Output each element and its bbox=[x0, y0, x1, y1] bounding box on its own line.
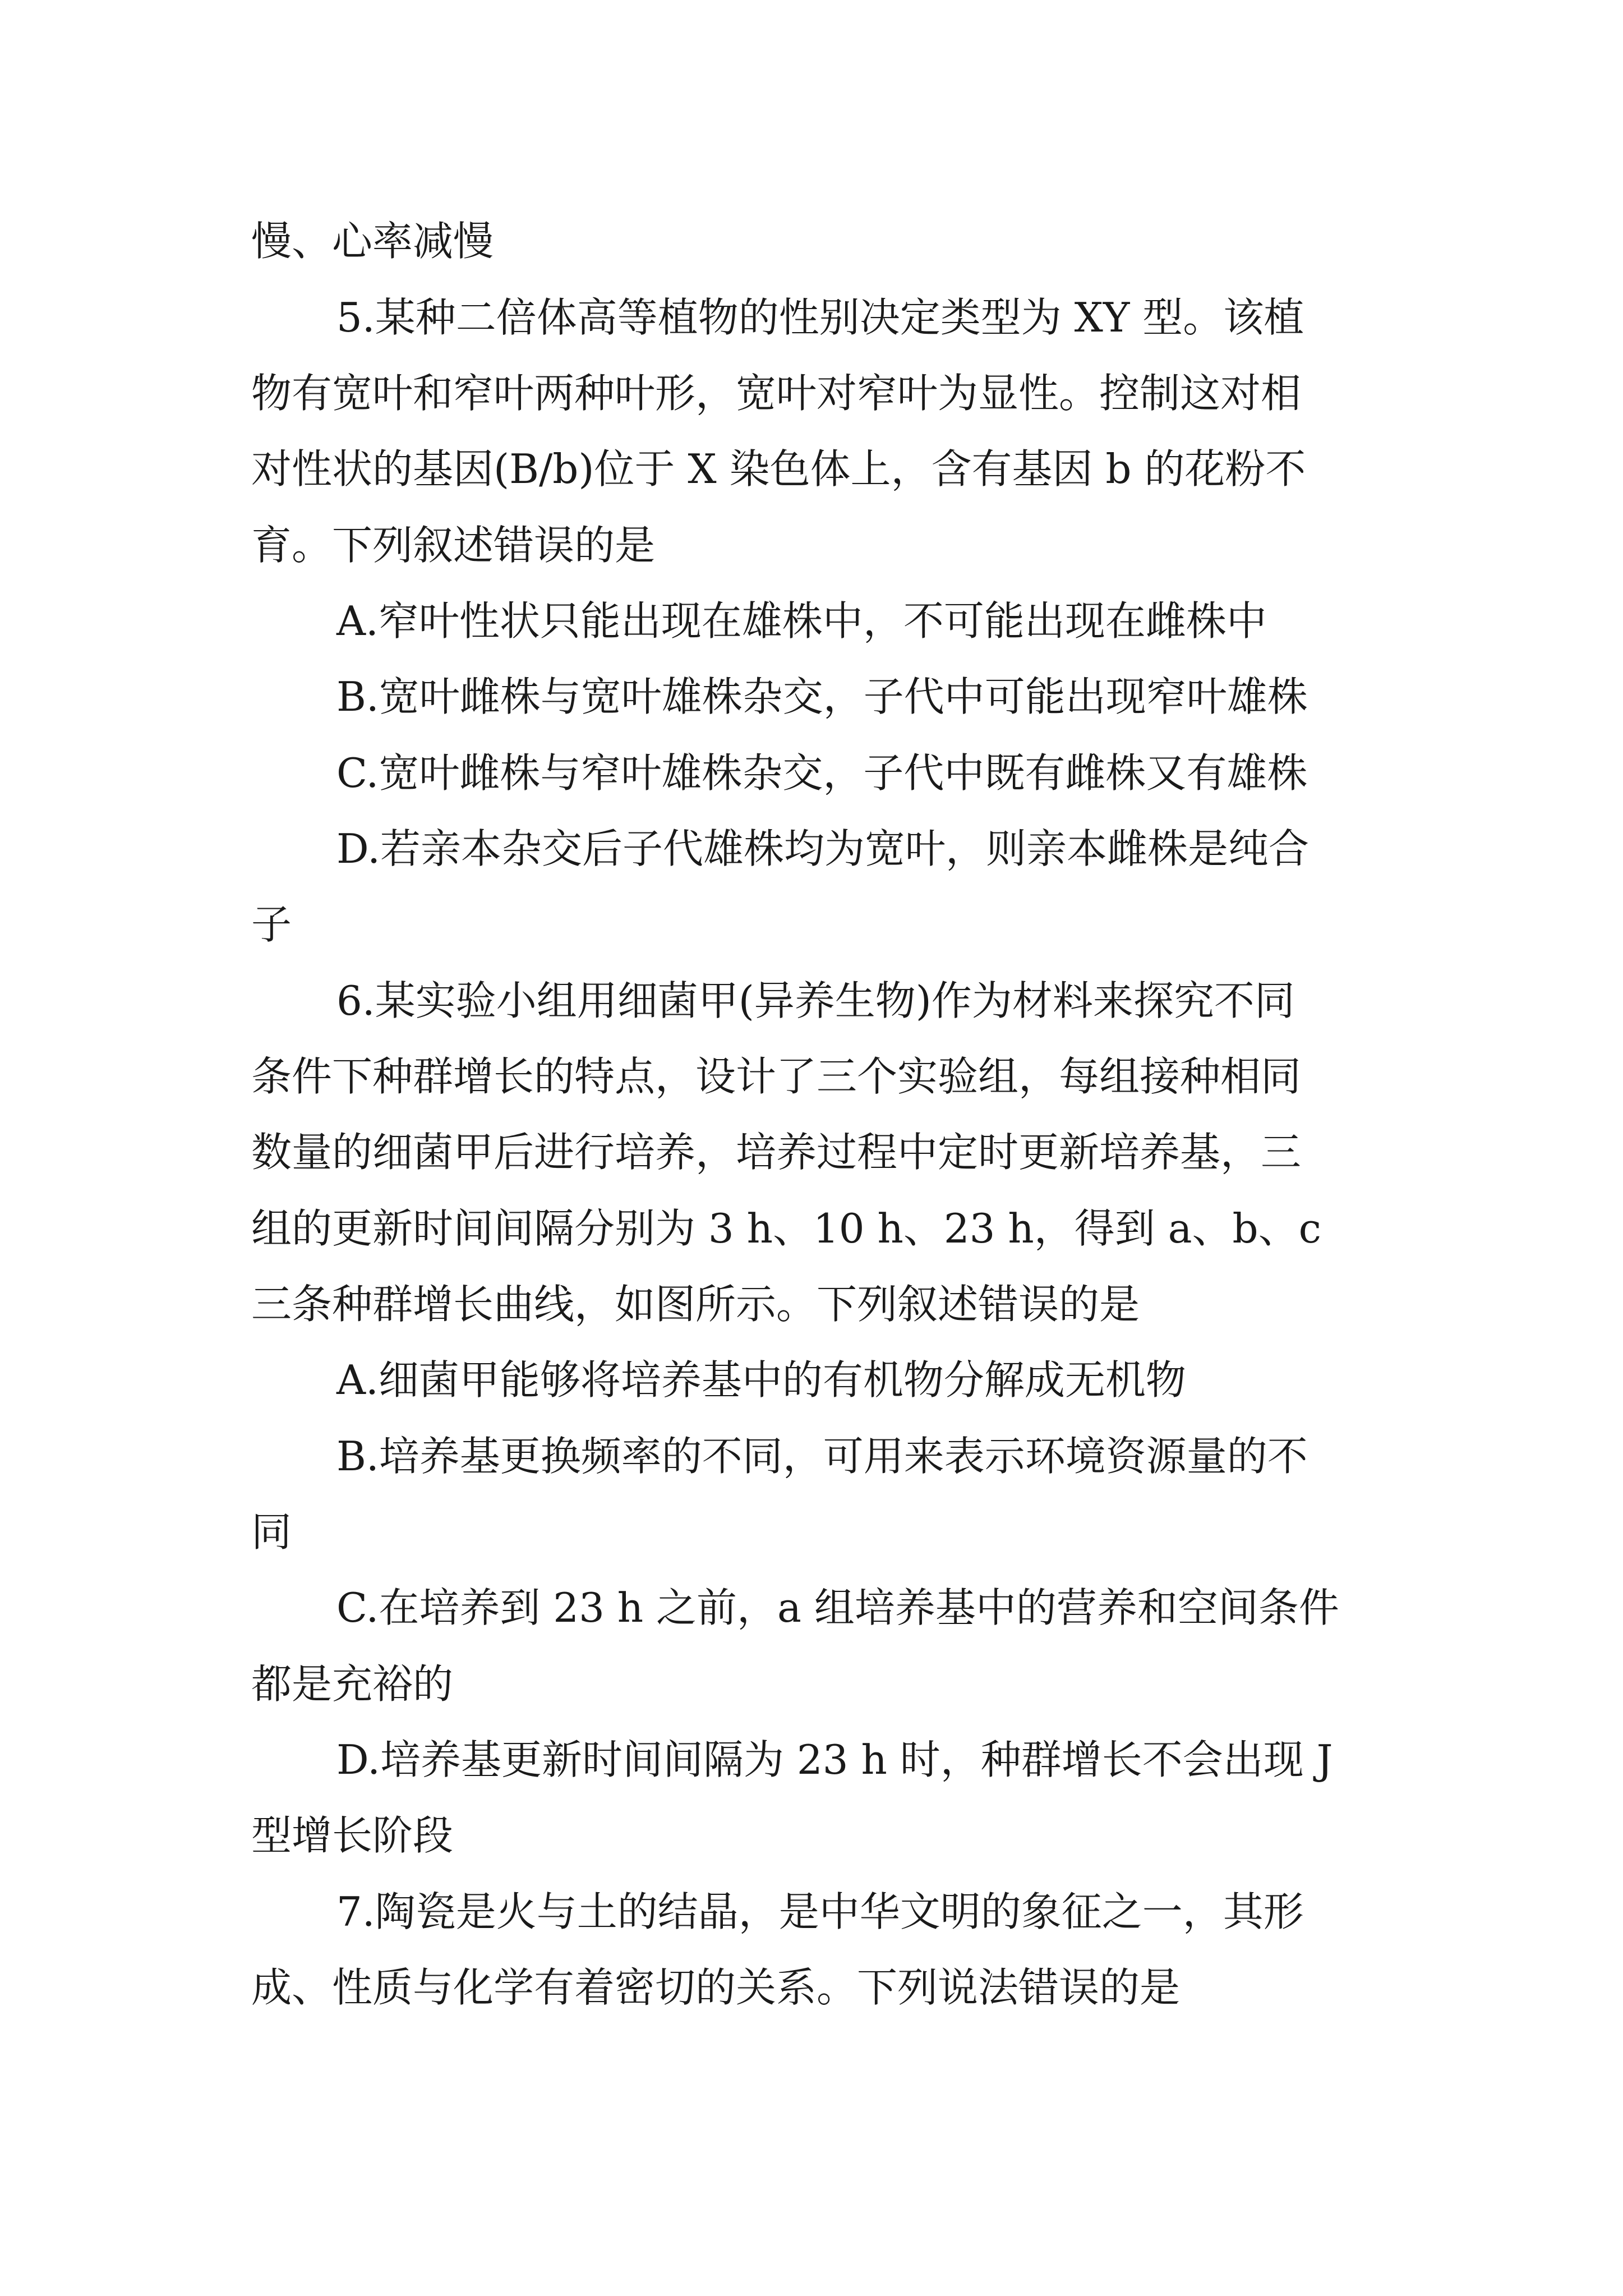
option-c: C.宽叶雌株与窄叶雄株杂交，子代中既有雌株又有雄株 bbox=[336, 749, 1308, 797]
question-7-stem: 7.陶瓷是火与土的结晶，是中华文明的象征之一，其形 bbox=[336, 1888, 1304, 1935]
option-b: B.培养基更换频率的不同，可用来表示环境资源量的不 bbox=[336, 1433, 1308, 1480]
text-line: 同 bbox=[251, 1508, 292, 1556]
option-d: D.培养基更新时间间隔为 23 h 时，种群增长不会出现 J bbox=[336, 1736, 1333, 1783]
option-a: A.细菌甲能够将培养基中的有机物分解成无机物 bbox=[336, 1356, 1186, 1404]
text-line: 都是充裕的 bbox=[251, 1660, 454, 1708]
option-b: B.宽叶雌株与宽叶雄株杂交，子代中可能出现窄叶雄株 bbox=[336, 673, 1308, 720]
option-c: C.在培养到 23 h 之前，a 组培养基中的营养和空间条件 bbox=[336, 1584, 1339, 1631]
text-line: 子 bbox=[251, 901, 292, 948]
text-line: 慢、心率减慢 bbox=[251, 218, 494, 265]
text-line: 育。下列叙述错误的是 bbox=[251, 522, 656, 569]
text-line: 型增长阶段 bbox=[251, 1812, 454, 1859]
text-line: 三条种群增长曲线，如图所示。下列叙述错误的是 bbox=[251, 1281, 1140, 1328]
question-6-stem: 6.某实验小组用细菌甲(异养生物)作为材料来探究不同 bbox=[336, 977, 1295, 1024]
text-line: 条件下种群增长的特点，设计了三个实验组，每组接种相同 bbox=[251, 1053, 1302, 1100]
text-line: 成、性质与化学有着密切的关系。下列说法错误的是 bbox=[251, 1964, 1181, 2011]
text-line: 对性状的基因(B/b)位于 X 染色体上，含有基因 b 的花粉不 bbox=[251, 445, 1306, 493]
question-5-stem: 5.某种二倍体高等植物的性别决定类型为 XY 型。该植 bbox=[336, 294, 1304, 341]
option-d: D.若亲本杂交后子代雄株均为宽叶，则亲本雌株是纯合 bbox=[336, 825, 1310, 872]
text-line: 组的更新时间间隔分别为 3 h、10 h、23 h，得到 a、b、c bbox=[251, 1205, 1321, 1252]
option-a: A.窄叶性状只能出现在雄株中，不可能出现在雌株中 bbox=[336, 597, 1267, 645]
text-line: 数量的细菌甲后进行培养，培养过程中定时更新培养基，三 bbox=[251, 1129, 1302, 1176]
text-line: 物有宽叶和窄叶两种叶形，宽叶对窄叶为显性。控制这对相 bbox=[251, 370, 1302, 417]
